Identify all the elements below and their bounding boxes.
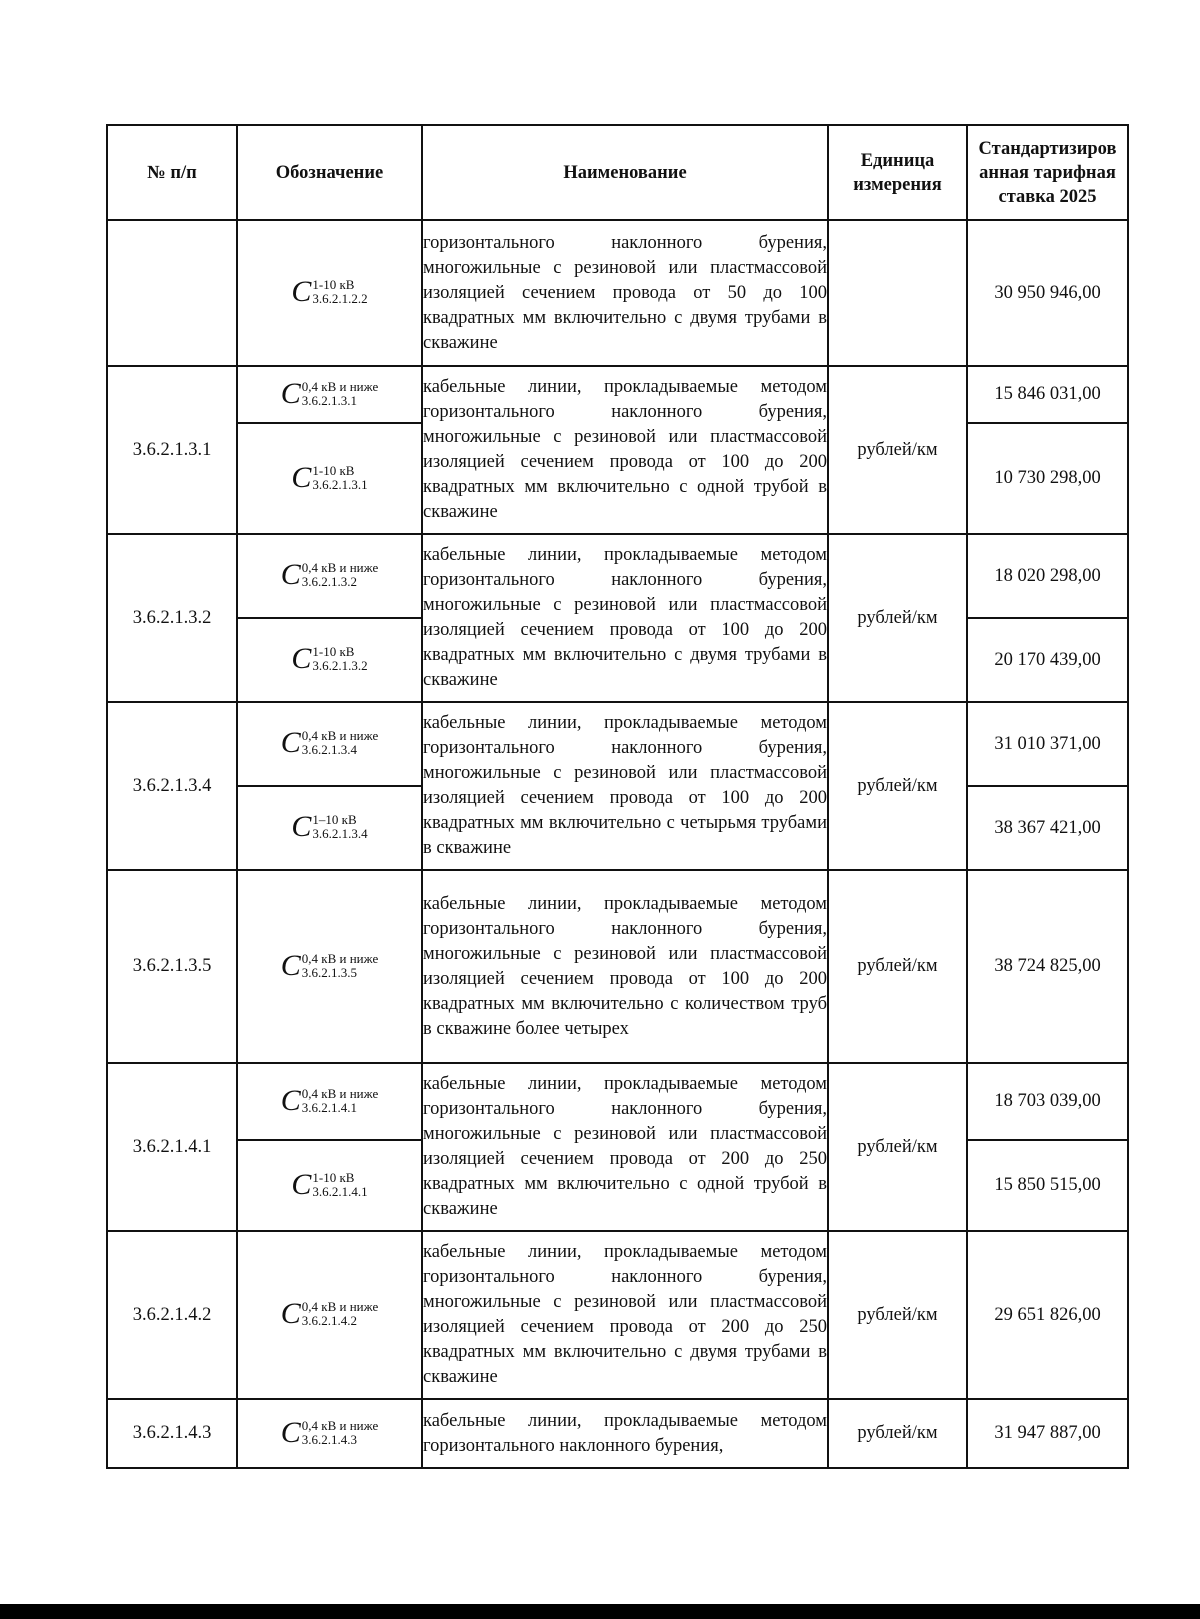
table-body <box>107 220 1128 1468</box>
symbol-voltage: 1-10 кВ <box>312 462 355 478</box>
designation-symbol <box>291 460 368 494</box>
header-unit-line2: измерения <box>853 174 942 195</box>
symbol-voltage: 0,4 кВ и ниже <box>301 378 379 394</box>
rate-cell: 29 651 826,00 <box>967 1231 1128 1399</box>
rate-cell: 30 950 946,00 <box>967 220 1128 366</box>
designation-symbol <box>291 277 367 307</box>
rate-cell: 10 730 298,00 <box>967 423 1128 534</box>
header-name: Наименование <box>422 125 828 220</box>
row-number: 3.6.2.1.3.4 <box>107 702 237 870</box>
header-rate-line1: Стандартизиров <box>978 138 1117 159</box>
header-rate-line2: анная тарифная <box>979 162 1116 183</box>
designation-symbol <box>291 644 367 674</box>
description-cell: кабельные линии, прокладываемые методом горизонтального наклонного бурения, многожильные с резиновой или пластмассовой изоляцией сечением провода от 100 до 200 квадратных мм включительно с четырьмя трубами в скважине <box>422 702 828 870</box>
rate-cell: 38 367 421,00 <box>967 786 1128 870</box>
table-row <box>107 1399 1128 1468</box>
header-rate-line3: ставка 2025 <box>998 186 1097 207</box>
designation-cell <box>237 534 422 618</box>
designation-cell <box>237 220 422 366</box>
unit-cell: рублей/км <box>828 366 967 534</box>
designation-cell <box>237 1063 422 1140</box>
symbol-index: 3.6.2.1.4.1 <box>301 1099 358 1115</box>
symbol-letter: C <box>280 1083 301 1117</box>
symbol-index: 3.6.2.1.3.2 <box>301 574 358 589</box>
description-cell: кабельные линии, прокладываемые методом горизонтального наклонного бурения, многожильные с резиновой или пластмассовой изоляцией сечением провода от 200 до 250 квадратных мм включительно с одной трубой в скважине <box>422 1063 828 1231</box>
designation-cell <box>237 366 422 423</box>
symbol-voltage: 0,4 кВ и ниже <box>301 1085 379 1101</box>
designation-cell <box>237 1399 422 1468</box>
symbol-letter: C <box>280 948 301 982</box>
symbol-index: 3.6.2.1.3.2 <box>312 658 368 673</box>
symbol-index: 3.6.2.1.3.4 <box>301 742 358 757</box>
unit-cell: рублей/км <box>828 702 967 870</box>
symbol-voltage: 1-10 кВ <box>312 1169 355 1185</box>
symbol-voltage: 0,4 кВ и ниже <box>301 728 379 743</box>
tariff-table <box>106 124 1129 1469</box>
designation-symbol <box>280 948 379 982</box>
description-cell: кабельные линии, прокладываемые методом горизонтального наклонного бурения, <box>422 1399 828 1468</box>
row-number: 3.6.2.1.4.3 <box>107 1399 237 1468</box>
designation-cell <box>237 870 422 1063</box>
designation-cell <box>237 702 422 786</box>
header-code: Обозначение <box>237 125 422 220</box>
description-cell: кабельные линии, прокладываемые методом горизонтального наклонного бурения, многожильные с резиновой или пластмассовой изоляцией сечением провода от 100 до 200 квадратных мм включительно с одной трубой в скважине <box>422 366 828 534</box>
symbol-voltage: 1-10 кВ <box>312 277 355 292</box>
description-cell: горизонтального наклонного бурения, многожильные с резиновой или пластмассовой изоляцией сечением провода от 50 до 100 квадратных мм включительно с двумя трубами в скважине <box>422 220 828 366</box>
rate-cell: 38 724 825,00 <box>967 870 1128 1063</box>
designation-symbol <box>281 728 378 758</box>
row-number: 3.6.2.1.3.1 <box>107 366 237 534</box>
description-cell: кабельные линии, прокладываемые методом горизонтального наклонного бурения, многожильные с резиновой или пластмассовой изоляцией сечением провода от 100 до 200 квадратных мм включительно с количеством труб в скважине более четырех <box>422 870 828 1063</box>
unit-cell: рублей/км <box>828 1063 967 1231</box>
unit-cell: рублей/км <box>828 1231 967 1399</box>
symbol-index: 3.6.2.1.3.1 <box>301 392 358 408</box>
symbol-letter: C <box>280 1297 301 1330</box>
symbol-voltage: 0,4 кВ и ниже <box>301 1299 379 1314</box>
designation-symbol <box>291 812 367 842</box>
description-cell: кабельные линии, прокладываемые методом горизонтального наклонного бурения, многожильные с резиновой или пластмассовой изоляцией сечением провода от 100 до 200 квадратных мм включительно с двумя трубами в скважине <box>422 534 828 702</box>
symbol-voltage: 1-10 кВ <box>312 644 355 659</box>
rate-cell: 31 010 371,00 <box>967 702 1128 786</box>
rate-cell: 31 947 887,00 <box>967 1399 1128 1468</box>
rate-cell: 15 850 515,00 <box>967 1140 1128 1231</box>
symbol-letter: C <box>291 460 312 494</box>
symbol-index: 3.6.2.1.4.2 <box>301 1313 358 1328</box>
symbol-letter: C <box>280 376 301 410</box>
unit-cell: рублей/км <box>828 1399 967 1468</box>
rate-cell: 18 020 298,00 <box>967 534 1128 618</box>
header-unit-line1: Единица <box>860 150 935 171</box>
symbol-voltage: 0,4 кВ и ниже <box>301 560 379 575</box>
designation-cell <box>237 423 422 534</box>
symbol-voltage: 0,4 кВ и ниже <box>301 1417 379 1433</box>
symbol-index: 3.6.2.1.3.1 <box>312 476 368 492</box>
header-unit <box>828 125 967 220</box>
rate-cell: 15 846 031,00 <box>967 366 1128 423</box>
designation-symbol <box>280 376 379 410</box>
symbol-index: 3.6.2.1.3.5 <box>301 964 358 980</box>
unit-cell: рублей/км <box>828 870 967 1063</box>
table-row <box>107 366 1128 423</box>
rate-cell: 20 170 439,00 <box>967 618 1128 702</box>
symbol-voltage: 1–10 кВ <box>312 812 357 827</box>
header-num: № п/п <box>107 125 237 220</box>
row-number: 3.6.2.1.3.5 <box>107 870 237 1063</box>
row-number: 3.6.2.1.3.2 <box>107 534 237 702</box>
row-number <box>107 220 237 366</box>
unit-cell <box>828 220 967 366</box>
symbol-index: 3.6.2.1.4.1 <box>312 1183 368 1199</box>
symbol-index: 3.6.2.1.2.2 <box>312 291 368 306</box>
table-row <box>107 870 1128 1063</box>
designation-symbol <box>280 1083 379 1117</box>
table-row <box>107 220 1128 366</box>
designation-cell <box>237 1140 422 1231</box>
symbol-letter: C <box>280 1415 301 1449</box>
table-row <box>107 1231 1128 1399</box>
symbol-letter: C <box>291 642 312 675</box>
rate-cell: 18 703 039,00 <box>967 1063 1128 1140</box>
designation-symbol <box>291 1167 368 1201</box>
designation-cell <box>237 618 422 702</box>
designation-symbol <box>281 1299 378 1329</box>
designation-symbol <box>280 1415 379 1449</box>
row-number: 3.6.2.1.4.1 <box>107 1063 237 1231</box>
symbol-index: 3.6.2.1.4.3 <box>301 1431 358 1447</box>
symbol-letter: C <box>291 810 312 843</box>
designation-cell <box>237 786 422 870</box>
symbol-letter: C <box>280 558 301 591</box>
description-cell: кабельные линии, прокладываемые методом горизонтального наклонного бурения, многожильные с резиновой или пластмассовой изоляцией сечением провода от 200 до 250 квадратных мм включительно с двумя трубами в скважине <box>422 1231 828 1399</box>
unit-cell: рублей/км <box>828 534 967 702</box>
symbol-letter: C <box>291 1167 312 1201</box>
symbol-voltage: 0,4 кВ и ниже <box>301 950 379 966</box>
table-row <box>107 1063 1128 1140</box>
symbol-letter: C <box>291 275 312 308</box>
designation-cell <box>237 1231 422 1399</box>
table-row <box>107 534 1128 618</box>
table-row <box>107 702 1128 786</box>
scan-edge-bar <box>0 1604 1200 1619</box>
symbol-letter: C <box>280 726 301 759</box>
designation-symbol <box>281 560 378 590</box>
symbol-index: 3.6.2.1.3.4 <box>312 826 368 841</box>
header-rate <box>967 125 1128 220</box>
row-number: 3.6.2.1.4.2 <box>107 1231 237 1399</box>
table-header-row <box>107 125 1128 220</box>
